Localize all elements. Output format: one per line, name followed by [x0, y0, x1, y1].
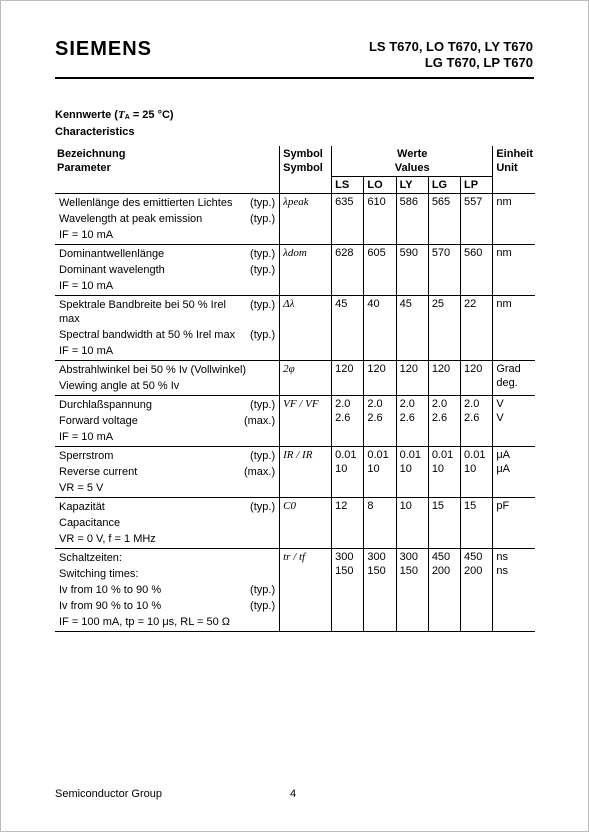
param-qualifier [228, 515, 277, 531]
value-text: 2.0 [399, 398, 415, 410]
value-text: 25 [431, 298, 445, 310]
value-text: 2.6 [335, 412, 351, 424]
value-cell [461, 549, 493, 632]
value-cell [461, 194, 493, 245]
value-cell [332, 245, 364, 296]
param-line: Forward voltage [59, 415, 138, 427]
param-qualifier: (typ.) [250, 501, 276, 513]
param-line: Viewing angle at 50 % Iv [59, 380, 180, 392]
value-text: 586 [399, 196, 418, 208]
unit-text: pF [496, 500, 510, 512]
value-text: 565 [431, 196, 451, 208]
param-cell [55, 245, 280, 296]
param-line: Spektrale Bandbreite bei 50 % Irel max [59, 299, 226, 325]
param-cell [55, 549, 280, 632]
param-qualifier: (typ.) [250, 197, 276, 209]
value-text: 605 [367, 247, 386, 259]
param-header-de: Bezeichnung [57, 148, 126, 160]
param-qualifier: (typ.) [250, 399, 276, 411]
value-text: 557 [464, 196, 483, 208]
value-text: 45 [399, 298, 412, 310]
unit-text: nm [496, 196, 512, 208]
param-line: Wellenlänge des emittierten Lichtes [59, 197, 233, 209]
param-line: IF = 10 mA [59, 229, 114, 241]
values-header [332, 146, 493, 177]
value-text: 120 [335, 363, 354, 375]
param-qualifier: (max.) [243, 415, 276, 427]
value-cell [364, 296, 396, 361]
page-number: 4 [290, 788, 297, 800]
value-text: 120 [367, 363, 386, 375]
param-line: Iv from 10 % to 90 % [59, 584, 162, 596]
value-text: 2.0 [431, 398, 448, 410]
unit-cell [493, 549, 535, 632]
value-cell [428, 296, 460, 361]
param-qualifier: (typ.) [250, 584, 276, 596]
value-cell [364, 194, 396, 245]
param-header [55, 146, 280, 194]
value-cell [428, 361, 460, 396]
value-cell [396, 296, 428, 361]
value-text: 10 [399, 463, 412, 475]
param-qualifier: (typ.) [250, 329, 276, 341]
value-cell [461, 396, 493, 447]
value-text: 560 [464, 247, 483, 259]
param-line: Durchlaßspannung [59, 399, 152, 411]
value-cell [332, 498, 364, 549]
param-cell [55, 296, 280, 361]
unit-cell [493, 245, 535, 296]
param-line: IF = 10 mA [59, 280, 114, 292]
value-cell [461, 498, 493, 549]
unit-text: nm [496, 247, 512, 259]
footer-company: Semiconductor Group [55, 788, 162, 800]
param-line: Capacitance [59, 517, 121, 529]
value-cell [428, 498, 460, 549]
value-text: 120 [399, 363, 418, 375]
value-text: 0.01 [367, 449, 389, 461]
values-header-de: Werte [397, 148, 428, 160]
unit-header-de: Einheit [496, 148, 533, 160]
param-qualifier [273, 362, 278, 378]
section-title-de-sub: A [124, 114, 130, 121]
value-text: 0.01 [335, 449, 357, 461]
symbol-cell: C0 [280, 498, 332, 549]
param-qualifier: (typ.) [250, 213, 276, 225]
unit-cell [493, 194, 535, 245]
section-title-de-t: T [117, 109, 125, 121]
value-text: 610 [367, 196, 386, 208]
param-line: Dominantwellenlänge [59, 248, 165, 260]
table-row [55, 549, 535, 632]
col-header-ls: LS [332, 177, 364, 194]
param-line: IF = 10 mA [59, 431, 114, 443]
unit-text: deg. [496, 377, 518, 389]
unit-cell [493, 396, 535, 447]
param-line: Switching times: [59, 568, 139, 580]
table-row [55, 447, 535, 498]
value-cell [364, 245, 396, 296]
unit-cell [493, 296, 535, 361]
value-text: 150 [399, 565, 418, 577]
param-cell [55, 447, 280, 498]
value-cell [461, 245, 493, 296]
value-cell [396, 498, 428, 549]
col-header-lo: LO [364, 177, 396, 194]
value-text: 2.6 [399, 412, 415, 424]
symbol-cell: λdom [280, 245, 332, 296]
symbol-cell: Δλ [280, 296, 332, 361]
param-cell [55, 194, 280, 245]
param-qualifier: (typ.) [250, 299, 276, 311]
param-line: Kapazität [59, 501, 105, 513]
unit-cell [493, 498, 535, 549]
param-line: Abstrahlwinkel bei 50 % Iv (Vollwinkel) [59, 364, 247, 376]
value-text: 40 [367, 298, 380, 310]
value-text: 2.6 [431, 412, 448, 424]
value-text: 120 [464, 363, 483, 375]
section-title-de [55, 108, 174, 125]
value-text: 10 [399, 500, 412, 512]
section-heading [55, 108, 174, 139]
value-text: 150 [335, 565, 354, 577]
value-text: 450 [431, 551, 451, 563]
param-line: Iv from 90 % to 10 % [59, 600, 162, 612]
value-cell [396, 194, 428, 245]
value-text: 10 [464, 463, 477, 475]
value-text: 8 [367, 500, 374, 512]
value-text: 2.0 [335, 398, 351, 410]
param-line: IF = 100 mA, tp = 10 μs, RL = 50 Ω [59, 616, 230, 628]
symbol-cell: IR / IR [280, 447, 332, 498]
param-line: Wavelength at peak emission [59, 213, 203, 225]
value-cell [396, 396, 428, 447]
value-text: 45 [335, 298, 348, 310]
symbol-header-en: Symbol [283, 162, 323, 174]
param-qualifier [246, 614, 277, 630]
symbol-cell: VF / VF [280, 396, 332, 447]
table-row [55, 245, 535, 296]
value-text: 2.0 [464, 398, 480, 410]
col-header-ly: LY [396, 177, 428, 194]
table-row [55, 498, 535, 549]
param-line: Schaltzeiten: [59, 552, 122, 564]
unit-text: ns [496, 565, 508, 577]
param-line: IF = 10 mA [59, 345, 114, 357]
param-header-en: Parameter [57, 162, 111, 174]
characteristics-table [55, 146, 535, 632]
value-cell [332, 396, 364, 447]
value-text: 0.01 [399, 449, 421, 461]
param-qualifier [246, 566, 277, 582]
table-header-row-1 [55, 146, 535, 177]
value-text: 450 [464, 551, 483, 563]
value-cell [332, 447, 364, 498]
unit-text: Grad [496, 363, 521, 375]
symbol-header [280, 146, 332, 194]
value-text: 120 [431, 363, 451, 375]
param-line: VR = 5 V [59, 482, 104, 494]
param-qualifier [219, 429, 278, 445]
value-text: 0.01 [431, 449, 454, 461]
value-cell [364, 396, 396, 447]
values-header-en: Values [394, 162, 430, 174]
value-cell [428, 194, 460, 245]
value-cell [396, 245, 428, 296]
table-row [55, 396, 535, 447]
value-text: 200 [431, 565, 451, 577]
value-cell [461, 447, 493, 498]
value-text: 590 [399, 247, 418, 259]
param-qualifier [231, 278, 277, 294]
value-cell [364, 447, 396, 498]
value-text: 300 [367, 551, 386, 563]
param-cell [55, 396, 280, 447]
value-text: 2.0 [367, 398, 383, 410]
header-rule [55, 77, 534, 79]
title-line-1: LS T670, LO T670, LY T670 [368, 39, 533, 54]
symbol-header-de: Symbol [283, 148, 323, 160]
unit-text: μA [496, 463, 511, 475]
param-qualifier [248, 343, 277, 359]
col-header-lp: LP [461, 177, 493, 194]
document-title [369, 39, 533, 71]
symbol-cell: 2φ [280, 361, 332, 396]
value-cell [428, 447, 460, 498]
value-text: 628 [335, 247, 354, 259]
unit-cell [493, 361, 535, 396]
value-text: 10 [367, 463, 380, 475]
value-cell [364, 549, 396, 632]
section-title-de-rest: = 25 °C) [129, 109, 174, 121]
unit-text: ns [496, 551, 508, 563]
value-text: 635 [335, 196, 354, 208]
value-cell [332, 194, 364, 245]
value-cell [396, 549, 428, 632]
param-qualifier [228, 531, 277, 547]
value-cell [428, 245, 460, 296]
table-row [55, 361, 535, 396]
param-qualifier [273, 378, 278, 394]
unit-text: μA [496, 449, 511, 461]
unit-cell [493, 447, 535, 498]
value-cell [332, 296, 364, 361]
param-qualifier: (typ.) [250, 600, 276, 612]
value-text: 200 [464, 565, 483, 577]
param-qualifier [246, 227, 277, 243]
table-row [55, 194, 535, 245]
unit-text: nm [496, 298, 512, 310]
value-cell [364, 498, 396, 549]
value-text: 570 [431, 247, 451, 259]
value-cell [364, 361, 396, 396]
value-text: 0.01 [464, 449, 486, 461]
value-text: 150 [367, 565, 386, 577]
value-text: 22 [464, 298, 477, 310]
param-qualifier: (typ.) [250, 264, 276, 276]
param-qualifier: (typ.) [250, 248, 276, 260]
value-text: 2.6 [464, 412, 480, 424]
param-line: Sperrstrom [59, 450, 114, 462]
param-qualifier: (typ.) [250, 450, 276, 462]
unit-header [493, 146, 535, 194]
value-text: 10 [431, 463, 445, 475]
value-text: 300 [399, 551, 418, 563]
value-text: 15 [464, 500, 477, 512]
title-line-2: LG T670, LP T670 [424, 55, 533, 70]
value-text: 2.6 [367, 412, 383, 424]
param-qualifier [211, 480, 277, 496]
value-cell [332, 361, 364, 396]
unit-text: V [496, 412, 504, 424]
value-cell [461, 361, 493, 396]
value-text: 10 [335, 463, 348, 475]
value-text: 12 [335, 500, 348, 512]
value-cell [428, 549, 460, 632]
section-title-en: Characteristics [55, 126, 135, 138]
param-line: Spectral bandwidth at 50 % Irel max [59, 329, 236, 341]
value-cell [428, 396, 460, 447]
unit-text: V [496, 398, 504, 410]
param-qualifier: (max.) [243, 466, 276, 478]
unit-header-en: Unit [496, 162, 518, 174]
value-cell [332, 549, 364, 632]
symbol-cell: tr / tf [280, 549, 332, 632]
param-cell [55, 361, 280, 396]
symbol-cell: λpeak [280, 194, 332, 245]
param-line: Dominant wavelength [59, 264, 165, 276]
param-qualifier [246, 550, 277, 566]
value-text: 300 [335, 551, 354, 563]
param-line: Reverse current [59, 466, 138, 478]
param-line: VR = 0 V, f = 1 MHz [59, 533, 156, 545]
value-cell [396, 361, 428, 396]
table-row [55, 296, 535, 361]
value-text: 15 [431, 500, 445, 512]
param-cell [55, 498, 280, 549]
value-cell [461, 296, 493, 361]
col-header-lg: LG [428, 177, 460, 194]
siemens-logo: SIEMENS [55, 38, 153, 60]
value-cell [396, 447, 428, 498]
section-title-de-text: Kennwerte ( [55, 109, 118, 121]
